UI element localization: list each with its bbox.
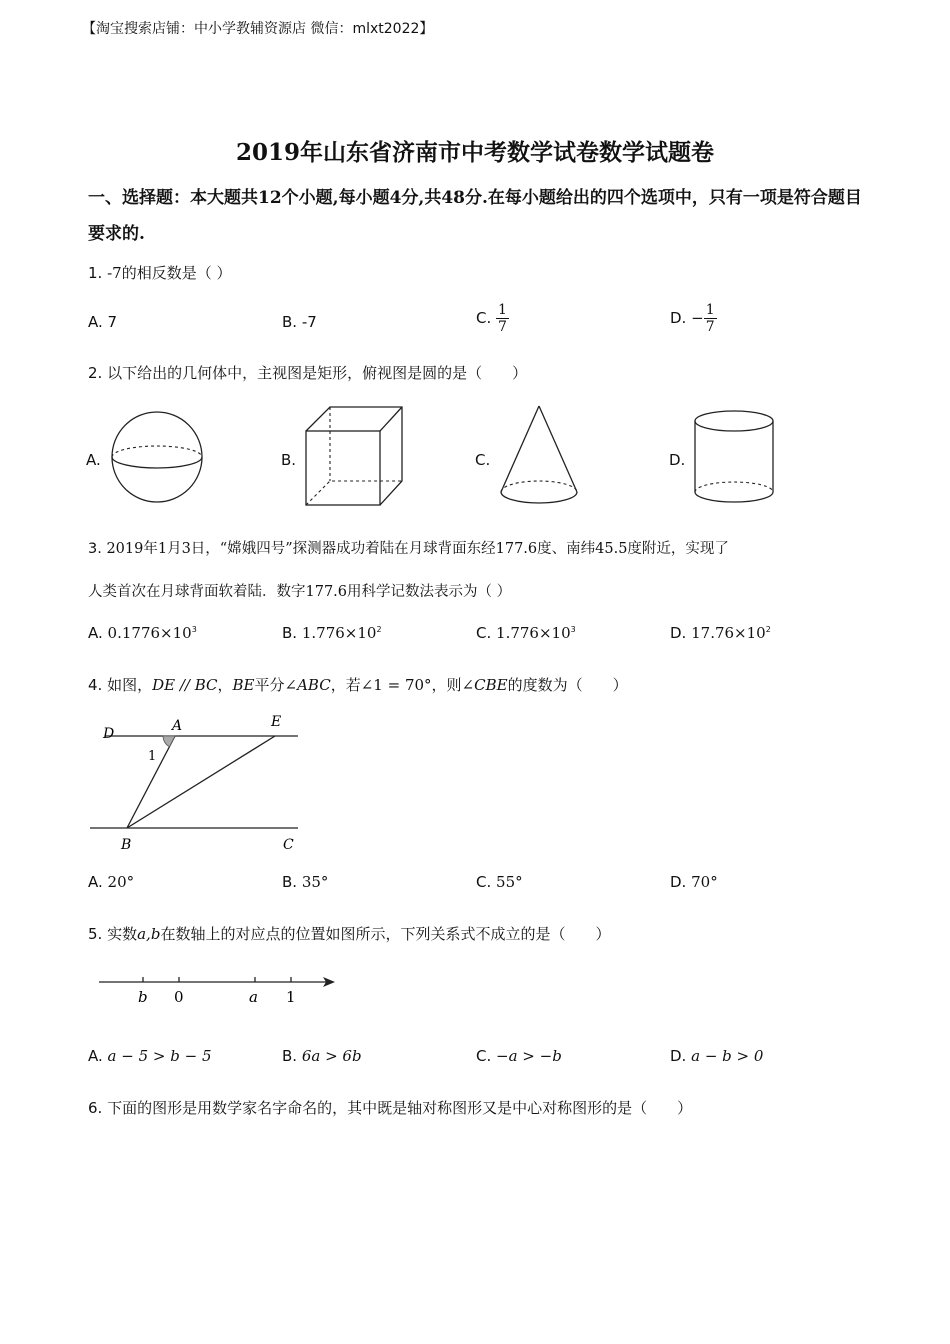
q3-option-b[interactable] [282, 624, 382, 642]
fraction-denominator: 7 [705, 319, 715, 335]
q3-option-a[interactable] [88, 624, 197, 642]
option-label: B. [282, 624, 298, 642]
exponent: 3 [191, 625, 197, 634]
question-text: -7的相反数是（ ） [107, 264, 232, 282]
question-1 [88, 262, 231, 283]
label-b: B [121, 837, 132, 853]
label-c: C [283, 837, 294, 853]
q1-option-c[interactable] [476, 302, 509, 335]
option-label: A. [88, 624, 103, 642]
option-label: D. [670, 873, 687, 891]
math-de-parallel-bc: DE // BC [152, 676, 218, 694]
option-label: A. [88, 1047, 103, 1065]
option-label: D. [670, 1047, 687, 1065]
label-e: E [271, 714, 282, 730]
question-number: 3. [88, 541, 102, 557]
minus-sign: − [691, 309, 704, 327]
cylinder-figure [690, 408, 780, 510]
question-number: 2. [88, 364, 103, 382]
question-number: 1. [88, 264, 103, 282]
q1-option-d[interactable] [670, 302, 717, 335]
fraction-numerator: 1 [498, 302, 507, 318]
question-text: 下面的图形是用数学家名字命名的，其中既是轴对称图形又是中心对称图形的是（ ） [107, 1099, 693, 1117]
q2-option-c[interactable]: C. [475, 451, 491, 469]
fraction [496, 302, 509, 335]
option-value: 1.776×10 [496, 624, 571, 642]
exponent: 2 [376, 625, 382, 634]
label-angle-1: 1 [148, 749, 157, 764]
q5-option-b[interactable] [282, 1047, 362, 1065]
option-label: C. [476, 873, 492, 891]
q4-option-b[interactable] [282, 873, 328, 891]
q3-option-c[interactable] [476, 624, 576, 642]
option-label: B. [282, 873, 298, 891]
question-text: 在数轴上的对应点的位置如图所示，下列关系式不成立的是（ ） [160, 925, 611, 943]
question-text: 的度数为（ ） [507, 676, 628, 694]
option-label: C. [476, 624, 492, 642]
header-note: 【淘宝搜索店铺：中小学教辅资源店 微信：mlxt2022】 [82, 21, 434, 37]
question-text: 实数 [107, 925, 138, 943]
parallel-lines-figure [85, 710, 310, 855]
question-text: ， [217, 676, 233, 694]
q5-option-c[interactable] [476, 1047, 562, 1065]
section-heading: 一、选择题：本大题共12个小题,每小题4分,共48分.在每小题给出的四个选项中，只有一项是符合题目要求的. [88, 188, 862, 244]
page-title: 2019年山东省济南市中考数学试卷数学试题卷 [235, 139, 714, 166]
option-value: -7 [301, 313, 317, 331]
question-3-line-2: 人类首次在月球背面软着陆．数字177.6用科学记数法表示为（ ） [88, 584, 512, 600]
exponent: 2 [765, 625, 771, 634]
option-value: 55° [496, 873, 523, 891]
question-text: ，则 [431, 676, 462, 694]
option-value: a − b > 0 [691, 1047, 764, 1065]
axis-label-one: 1 [286, 988, 296, 1006]
question-number: 5. [88, 925, 103, 943]
q2-option-b[interactable]: B. [281, 451, 297, 469]
option-value: −a > −b [496, 1047, 562, 1065]
option-label: C. [476, 1047, 492, 1065]
option-label: D. [670, 624, 687, 642]
label-d: D [103, 726, 115, 742]
question-4 [88, 674, 628, 695]
label-a: A [172, 718, 183, 734]
question-3-line-1 [88, 537, 729, 558]
question-text: 以下给出的几何体中，主视图是矩形，俯视图是圆的是（ ） [107, 364, 528, 382]
option-label: B. [282, 313, 298, 331]
option-label: B. [282, 1047, 298, 1065]
option-label: A. [88, 873, 103, 891]
fraction-numerator: 1 [705, 302, 715, 318]
option-value: 17.76×10 [691, 624, 766, 642]
question-text: ，若 [330, 676, 361, 694]
option-value: 35° [301, 873, 329, 891]
question-text: 平分 [254, 676, 285, 694]
option-value: 6a > 6b [301, 1047, 362, 1065]
question-text: 如图， [107, 676, 153, 694]
number-line-figure [95, 968, 345, 1012]
sphere-figure [108, 408, 208, 508]
option-value: a − 5 > b − 5 [107, 1047, 212, 1065]
math-vars-ab: a,b [137, 925, 161, 943]
q4-option-d[interactable] [670, 873, 718, 891]
question-5 [88, 923, 610, 944]
math-angle-cbe: ∠CBE [461, 676, 508, 694]
q5-option-a[interactable] [88, 1047, 212, 1065]
q2-option-d[interactable]: D. [669, 451, 686, 469]
option-value: 70° [691, 873, 718, 891]
q1-option-a[interactable] [88, 313, 117, 331]
question-number: 6. [88, 1099, 103, 1117]
q4-option-a[interactable] [88, 873, 134, 891]
q4-option-c[interactable] [476, 873, 523, 891]
option-value: 0.1776×10 [107, 624, 192, 642]
axis-label-a: a [249, 988, 258, 1006]
cube-figure [302, 405, 408, 509]
fraction [704, 302, 717, 335]
axis-label-b: b [138, 988, 148, 1006]
math-angle-abc: ∠ABC [284, 676, 331, 694]
exponent: 3 [570, 625, 576, 634]
math-be: BE [232, 676, 255, 694]
option-value: 7 [107, 313, 118, 331]
option-value: 20° [107, 873, 135, 891]
option-value: 1.776×10 [301, 624, 377, 642]
q1-option-b[interactable] [282, 313, 317, 331]
question-6 [88, 1097, 692, 1118]
q5-option-d[interactable] [670, 1047, 763, 1065]
fraction-denominator: 7 [498, 319, 507, 335]
axis-label-zero: 0 [174, 988, 184, 1006]
cone-figure [496, 402, 582, 510]
math-angle-1: ∠1 = 70° [360, 676, 432, 694]
option-label: A. [88, 313, 103, 331]
q3-option-d[interactable] [670, 624, 771, 642]
option-label: C. [476, 309, 492, 327]
question-2 [88, 362, 527, 383]
q2-option-a[interactable]: A. [86, 451, 101, 469]
question-number: 4. [88, 676, 103, 694]
option-label: D. [670, 309, 687, 327]
question-text: 2019年1月3日，“嫦娥四号”探测器成功着陆在月球背面东经177.6度、南纬45.5度附近，实现了 [106, 541, 729, 557]
